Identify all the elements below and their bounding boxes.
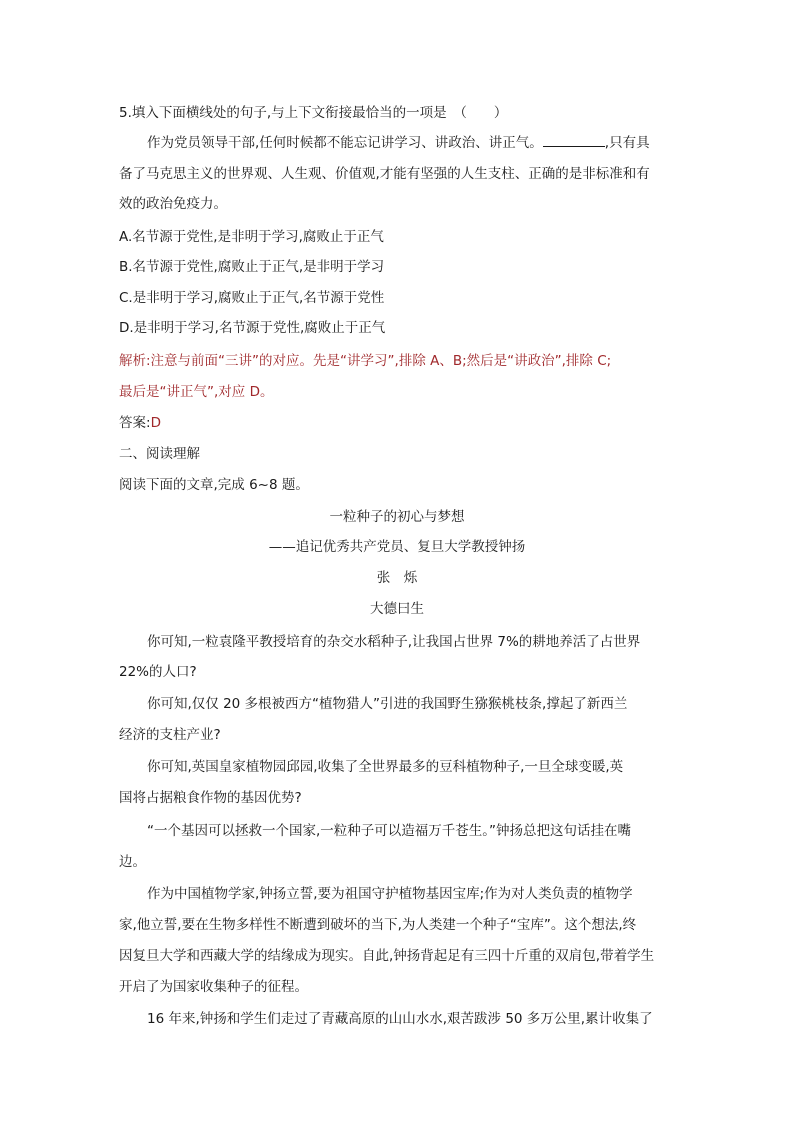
passage-line-1 <box>147 133 650 153</box>
article-subtitle: ——追记优秀共产党员、复旦大学教授钟扬 <box>268 539 526 555</box>
article-line: 你可知,仅仅 20 多根被西方“植物猎人”引进的我国野生猕猴桃枝条,撑起了新西兰 <box>147 696 628 712</box>
article-line: 国将占据粮食作物的基因优势? <box>119 790 302 806</box>
article-line: 作为中国植物学家,钟扬立誓,要为祖国守护植物基因宝库;作为对人类负责的植物学 <box>147 886 633 902</box>
analysis-line-2: 最后是“讲正气”,对应 D。 <box>119 384 274 400</box>
article-line: 家,他立誓,要在生物多样性不断遭到破坏的当下,为人类建一个种子“宝库”。这个想法,终 <box>119 917 637 933</box>
section-heading: 二、阅读理解 <box>119 446 200 462</box>
passage-line-2: 备了马克思主义的世界观、人生观、价值观,才能有坚强的人生支柱、正确的是非标准和有 <box>119 166 650 182</box>
passage-line-3: 效的政治免疫力。 <box>119 196 227 212</box>
analysis-line-1: 解析:注意与前面“三讲”的对应。先是“讲学习”,排除 A、B;然后是“讲政治”,排除 C; <box>119 353 612 369</box>
article-line: 你可知,一粒袁隆平教授培育的杂交水稻种子,让我国占世界 7%的耕地养活了占世界 <box>147 634 641 650</box>
option-c: C.是非明于学习,腐败止于正气,名节源于党性 <box>119 290 385 306</box>
article-author: 张 烁 <box>376 570 418 586</box>
section-instruction: 阅读下面的文章,完成 6~8 题。 <box>119 477 309 493</box>
article-line: 16 年来,钟扬和学生们走过了青藏高原的山山水水,艰苦跋涉 50 多万公里,累计收集了 <box>147 1011 653 1027</box>
passage-text-before-blank: 作为党员领导干部,任何时候都不能忘记讲学习、讲政治、讲正气。 <box>147 135 543 151</box>
article-section-title: 大德曰生 <box>370 601 424 617</box>
article-line: 你可知,英国皇家植物园邱园,收集了全世界最多的豆科植物种子,一旦全球变暖,英 <box>147 759 624 775</box>
option-b: B.名节源于党性,腐败止于正气,是非明于学习 <box>119 259 385 275</box>
option-a: A.名节源于党性,是非明于学习,腐败止于正气 <box>119 229 384 245</box>
article-line: 因复旦大学和西藏大学的结缘成为现实。自此,钟扬背起足有三四十斤重的双肩包,带着学生 <box>119 948 655 964</box>
article-line: “一个基因可以拯救一个国家,一粒种子可以造福万千苍生。”钟扬总把这句话挂在嘴 <box>147 823 632 839</box>
passage-text-after-blank: ,只有具 <box>604 135 650 151</box>
fill-in-blank <box>543 134 605 147</box>
question-stem: 5.填入下面横线处的句子,与上下文衔接最恰当的一项是 （ ） <box>119 105 508 121</box>
article-line: 开启了为国家收集种子的征程。 <box>119 979 308 995</box>
article-line: 22%的人口? <box>119 664 197 680</box>
option-d: D.是非明于学习,名节源于党性,腐败止于正气 <box>119 320 386 336</box>
article-title: 一粒种子的初心与梦想 <box>329 509 465 525</box>
article-line: 边。 <box>119 854 146 870</box>
answer-value: D <box>150 415 161 431</box>
answer-label: 答案: <box>119 415 151 431</box>
article-line: 经济的支柱产业? <box>119 727 221 743</box>
answer <box>119 413 161 433</box>
